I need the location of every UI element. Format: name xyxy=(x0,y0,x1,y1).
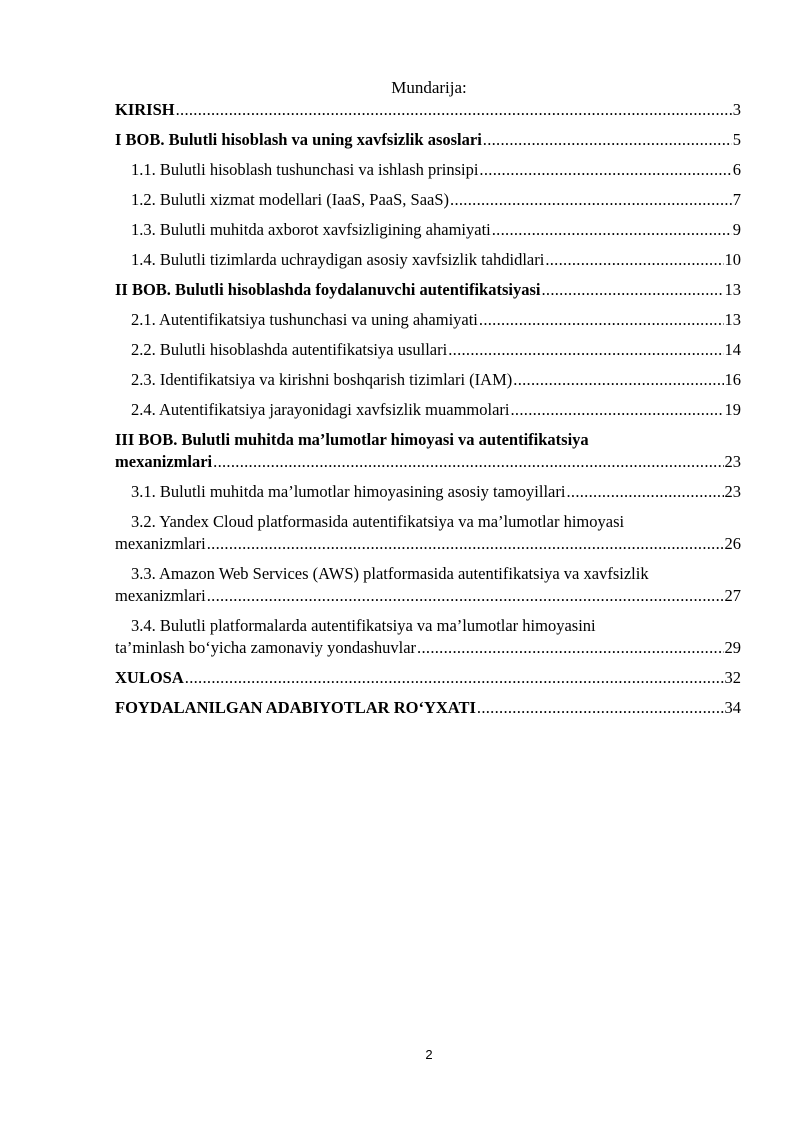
toc-entry-text: KIRISH xyxy=(115,100,175,119)
toc-dot-leader xyxy=(450,189,732,211)
toc-page-number: 32 xyxy=(724,668,741,687)
toc-dot-leader xyxy=(513,369,723,391)
toc-page-number: 10 xyxy=(724,250,741,269)
toc-page-number: 26 xyxy=(724,534,741,553)
table-of-contents xyxy=(115,99,741,727)
toc-page-number: 6 xyxy=(732,160,741,179)
toc-page-number: 34 xyxy=(724,698,741,717)
toc-entry-section-2-2[interactable] xyxy=(115,339,741,361)
toc-page-number: 5 xyxy=(732,130,741,149)
toc-entry-references[interactable] xyxy=(115,697,741,719)
toc-entry-section-1-4[interactable] xyxy=(115,249,741,271)
toc-entry-text: 3.2. Yandex Cloud platformasida autentifikatsiya va ma’lumotlar himoyasi xyxy=(131,512,625,531)
toc-dot-leader xyxy=(185,667,724,689)
toc-dot-leader xyxy=(541,279,723,301)
toc-dot-leader xyxy=(479,309,724,331)
toc-entry-section-2-4[interactable] xyxy=(115,399,741,421)
toc-entry-text: 3.1. Bulutli muhitda ma’lumotlar himoyasining asosiy tamoyillari xyxy=(131,482,566,501)
toc-entry-text: II BOB. Bulutli hisoblashda foydalanuvchi autentifikatsiyasi xyxy=(115,280,541,299)
toc-entry-section-3-3[interactable] xyxy=(115,563,741,607)
toc-entry-text: 3.4. Bulutli platformalarda autentifikatsiya va ma’lumotlar himoyasini xyxy=(131,616,596,635)
toc-page-number: 9 xyxy=(732,220,741,239)
toc-entry-section-3-2[interactable] xyxy=(115,511,741,555)
toc-entry-section-3-4[interactable] xyxy=(115,615,741,659)
toc-entry-text: 1.2. Bulutli xizmat modellari (IaaS, PaaS, SaaS) xyxy=(131,190,450,209)
toc-entry-chapter-1[interactable] xyxy=(115,129,741,151)
toc-page-number: 19 xyxy=(724,400,741,419)
toc-entry-text: 2.2. Bulutli hisoblashda autentifikatsiya usullari xyxy=(131,340,448,359)
toc-dot-leader xyxy=(448,339,723,361)
toc-dot-leader xyxy=(492,219,732,241)
toc-dot-leader xyxy=(176,99,732,121)
toc-entry-text-continued: mexanizmlari xyxy=(115,586,206,605)
toc-entry-text: 1.3. Bulutli muhitda axborot xavfsizligining ahamiyati xyxy=(131,220,491,239)
toc-entry-text: 2.1. Autentifikatsiya tushunchasi va uning ahamiyati xyxy=(131,310,478,329)
toc-page-number: 14 xyxy=(724,340,741,359)
toc-entry-section-2-3[interactable] xyxy=(115,369,741,391)
toc-page-number: 23 xyxy=(724,452,741,471)
toc-dot-leader xyxy=(417,637,723,659)
toc-entry-text: FOYDALANILGAN ADABIYOTLAR RO‘YXATI xyxy=(115,698,476,717)
toc-entry-text-continued: mexanizmlari xyxy=(115,534,206,553)
toc-entry-section-1-1[interactable] xyxy=(115,159,741,181)
toc-dot-leader xyxy=(545,249,723,271)
toc-dot-leader xyxy=(213,451,723,473)
toc-entry-introduction[interactable] xyxy=(115,99,741,121)
toc-entry-text: I BOB. Bulutli hisoblash va uning xavfsizlik asoslari xyxy=(115,130,482,149)
toc-page-number: 13 xyxy=(724,280,741,299)
toc-dot-leader xyxy=(207,533,724,555)
toc-entry-text-continued: ta’minlash bo‘yicha zamonaviy yondashuvlar xyxy=(115,638,417,657)
toc-entry-text: 2.3. Identifikatsiya va kirishni boshqarish tizimlari (IAM) xyxy=(131,370,513,389)
toc-dot-leader xyxy=(479,159,731,181)
toc-entry-chapter-3[interactable] xyxy=(115,429,741,473)
toc-entry-text-continued: mexanizmlari xyxy=(115,452,213,471)
toc-entry-chapter-2[interactable] xyxy=(115,279,741,301)
toc-dot-leader xyxy=(566,481,723,503)
toc-entry-conclusion[interactable] xyxy=(115,667,741,689)
toc-entry-section-1-3[interactable] xyxy=(115,219,741,241)
toc-entry-text: 1.1. Bulutli hisoblash tushunchasi va ishlash prinsipi xyxy=(131,160,479,179)
page-number-footer: 2 xyxy=(425,1047,433,1062)
toc-entry-text: XULOSA xyxy=(115,668,184,687)
toc-page-number: 7 xyxy=(732,190,741,209)
toc-entry-text: 2.4. Autentifikatsiya jarayonidagi xavfsizlik muammolari xyxy=(131,400,510,419)
toc-dot-leader xyxy=(477,697,724,719)
toc-entry-text: III BOB. Bulutli muhitda ma’lumotlar himoyasi va autentifikatsiya xyxy=(115,430,589,449)
toc-entry-section-2-1[interactable] xyxy=(115,309,741,331)
toc-page-number: 29 xyxy=(724,638,741,657)
toc-page-number: 13 xyxy=(724,310,741,329)
toc-page-number: 3 xyxy=(732,100,741,119)
toc-page-number: 27 xyxy=(724,586,741,605)
toc-entry-text: 3.3. Amazon Web Services (AWS) platformasida autentifikatsiya va xavfsizlik xyxy=(131,564,649,583)
toc-dot-leader xyxy=(483,129,732,151)
toc-dot-leader xyxy=(511,399,724,421)
toc-page-number: 23 xyxy=(724,482,741,501)
toc-entry-section-1-2[interactable] xyxy=(115,189,741,211)
toc-dot-leader xyxy=(207,585,724,607)
toc-entry-section-3-1[interactable] xyxy=(115,481,741,503)
toc-title: Mundarija: xyxy=(391,78,467,97)
toc-entry-text: 1.4. Bulutli tizimlarda uchraydigan asosiy xavfsizlik tahdidlari xyxy=(131,250,545,269)
toc-page-number: 16 xyxy=(724,370,741,389)
